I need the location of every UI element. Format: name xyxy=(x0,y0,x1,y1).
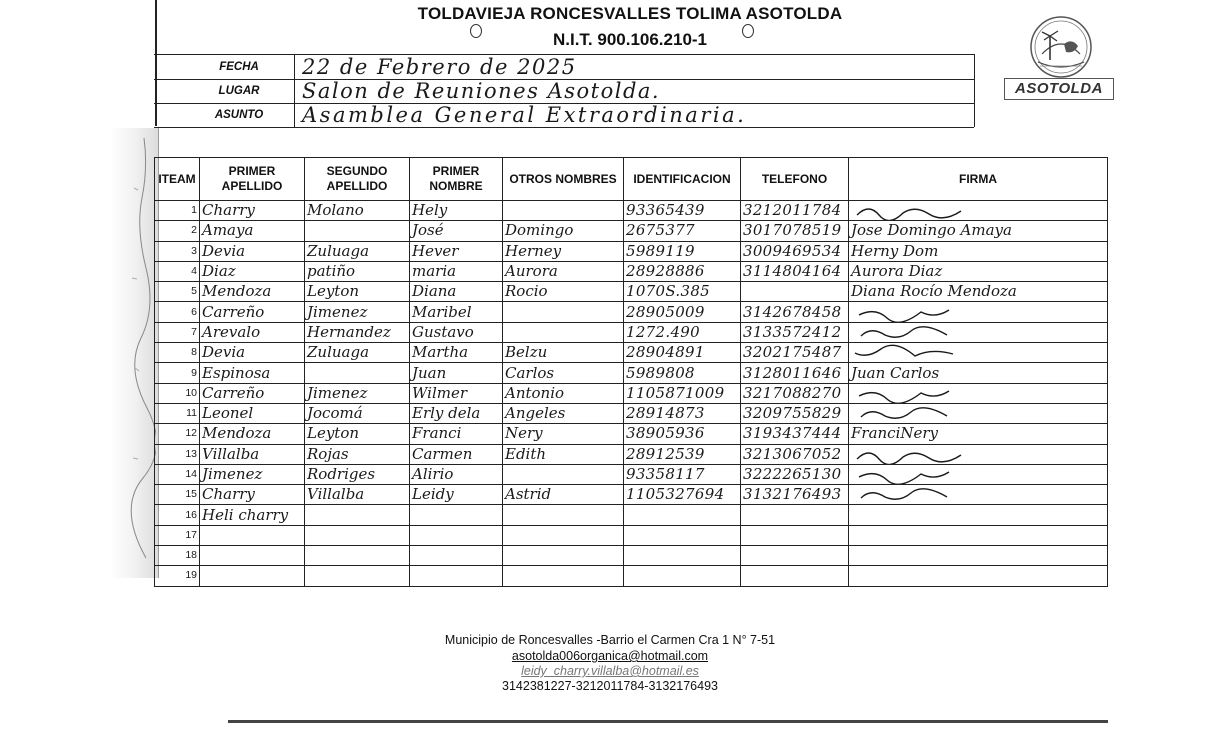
firma-cell: Juan Carlos xyxy=(849,363,1108,383)
otros-nombres-cell: Herney xyxy=(503,241,624,261)
signature-scribble xyxy=(851,201,1001,220)
item-cell: 10 xyxy=(155,383,200,403)
lugar-value: Salon de Reuniones Asotolda. xyxy=(302,79,661,103)
binder-hole xyxy=(470,24,482,38)
telefono-cell: 3217088270 xyxy=(741,383,849,403)
primer-apellido-cell xyxy=(200,566,305,586)
telefono-cell: 3142678458 xyxy=(741,302,849,322)
otros-nombres-cell: Nery xyxy=(503,424,624,444)
segundo-apellido-cell: Jimenez xyxy=(305,383,410,403)
identificacion-cell xyxy=(624,566,741,586)
firma-cell: Aurora Diaz xyxy=(849,261,1108,281)
otros-nombres-cell: Angeles xyxy=(503,403,624,423)
identificacion-cell: 5989119 xyxy=(624,241,741,261)
primer-nombre-cell: Gustavo xyxy=(410,322,503,342)
item-cell: 13 xyxy=(155,444,200,464)
primer-nombre-cell xyxy=(410,546,503,566)
item-cell: 11 xyxy=(155,403,200,423)
firma-cell xyxy=(849,485,1108,505)
item-cell: 1 xyxy=(155,201,200,221)
segundo-apellido-cell: Jocomá xyxy=(305,403,410,423)
firma-cell: Herny Dom xyxy=(849,241,1108,261)
segundo-apellido-cell: Hernandez xyxy=(305,322,410,342)
identificacion-cell: 2675377 xyxy=(624,221,741,241)
signature-scribble xyxy=(851,323,1001,342)
otros-nombres-cell xyxy=(503,201,624,221)
telefono-cell: 3009469534 xyxy=(741,241,849,261)
item-cell: 19 xyxy=(155,566,200,586)
identificacion-cell: 93358117 xyxy=(624,464,741,484)
primer-nombre-cell: Martha xyxy=(410,343,503,363)
item-cell: 8 xyxy=(155,343,200,363)
telefono-cell: 3222265130 xyxy=(741,464,849,484)
info-divider xyxy=(294,55,295,127)
col-header-telefono: TELEFONO xyxy=(741,158,849,201)
segundo-apellido-cell xyxy=(305,221,410,241)
primer-nombre-cell: Hely xyxy=(410,201,503,221)
info-row-asunto xyxy=(154,103,974,128)
col-header-item: ITEAM xyxy=(155,158,200,201)
telefono-cell: 3209755829 xyxy=(741,403,849,423)
primer-nombre-cell: Alirio xyxy=(410,464,503,484)
table-row xyxy=(155,363,1108,383)
firma-cell xyxy=(849,505,1108,525)
primer-apellido-cell: Amaya xyxy=(200,221,305,241)
firma-cell xyxy=(849,566,1108,586)
table-row xyxy=(155,322,1108,342)
primer-nombre-cell: Carmen xyxy=(410,444,503,464)
table-row xyxy=(155,261,1108,281)
primer-apellido-cell: Villalba xyxy=(200,444,305,464)
col-header-identificacion: IDENTIFICACION xyxy=(624,158,741,201)
primer-apellido-cell: Charry xyxy=(200,485,305,505)
header-title: TOLDAVIEJA RONCESVALLES TOLIMA ASOTOLDA xyxy=(417,4,843,23)
info-box xyxy=(154,54,975,127)
segundo-apellido-cell xyxy=(305,566,410,586)
firma-cell xyxy=(849,201,1108,221)
primer-apellido-cell: Mendoza xyxy=(200,424,305,444)
telefono-cell xyxy=(741,505,849,525)
table-row xyxy=(155,566,1108,586)
primer-apellido-cell: Heli charry xyxy=(200,505,305,525)
firma-cell: FranciNery xyxy=(849,424,1108,444)
table-row xyxy=(155,485,1108,505)
segundo-apellido-cell xyxy=(305,363,410,383)
firma-cell xyxy=(849,343,1108,363)
segundo-apellido-cell: Jimenez xyxy=(305,302,410,322)
primer-apellido-cell xyxy=(200,546,305,566)
primer-nombre-cell: Leidy xyxy=(410,485,503,505)
firma-cell xyxy=(849,403,1108,423)
otros-nombres-cell xyxy=(503,546,624,566)
item-cell: 17 xyxy=(155,525,200,545)
item-cell: 18 xyxy=(155,546,200,566)
identificacion-cell: 1105327694 xyxy=(624,485,741,505)
otros-nombres-cell xyxy=(503,322,624,342)
header-nit: N.I.T. 900.106.210-1 xyxy=(552,30,708,49)
binder-hole xyxy=(742,24,754,38)
identificacion-cell: 28905009 xyxy=(624,302,741,322)
primer-apellido-cell: Jimenez xyxy=(200,464,305,484)
col-header-otros-nombres: OTROS NOMBRES xyxy=(503,158,624,201)
telefono-cell: 3114804164 xyxy=(741,261,849,281)
telefono-cell xyxy=(741,546,849,566)
footer-phones: 3142381227-3212011784-3132176493 xyxy=(502,679,718,693)
otros-nombres-cell: Rocio xyxy=(503,282,624,302)
otros-nombres-cell: Astrid xyxy=(503,485,624,505)
firma-cell: Diana Rocío Mendoza xyxy=(849,282,1108,302)
primer-nombre-cell: Juan xyxy=(410,363,503,383)
footer-email-1[interactable]: asotolda006organica@hotmail.com xyxy=(511,649,709,663)
otros-nombres-cell: Edith xyxy=(503,444,624,464)
otros-nombres-cell: Antonio xyxy=(503,383,624,403)
firma-cell: Jose Domingo Amaya xyxy=(849,221,1108,241)
item-cell: 7 xyxy=(155,322,200,342)
segundo-apellido-cell: Rodriges xyxy=(305,464,410,484)
table-header-row xyxy=(155,158,1108,201)
primer-nombre-cell xyxy=(410,566,503,586)
otros-nombres-cell xyxy=(503,525,624,545)
otros-nombres-cell: Carlos xyxy=(503,363,624,383)
primer-nombre-cell: Maribel xyxy=(410,302,503,322)
footer-email-2[interactable]: leidy_charry.villalba@hotmail.es xyxy=(521,664,699,678)
identificacion-cell xyxy=(624,546,741,566)
primer-nombre-cell: Hever xyxy=(410,241,503,261)
identificacion-cell: 5989808 xyxy=(624,363,741,383)
segundo-apellido-cell xyxy=(305,505,410,525)
logo-label: ASOTOLDA xyxy=(1004,78,1114,100)
item-cell: 4 xyxy=(155,261,200,281)
primer-nombre-cell xyxy=(410,525,503,545)
primer-nombre-cell: José xyxy=(410,221,503,241)
otros-nombres-cell: Domingo xyxy=(503,221,624,241)
attendance-table xyxy=(154,157,1108,587)
signature-scribble xyxy=(851,404,1001,423)
segundo-apellido-cell: Leyton xyxy=(305,424,410,444)
segundo-apellido-cell: Molano xyxy=(305,201,410,221)
table-row xyxy=(155,282,1108,302)
table-row xyxy=(155,464,1108,484)
identificacion-cell: 93365439 xyxy=(624,201,741,221)
identificacion-cell: 1105871009 xyxy=(624,383,741,403)
segundo-apellido-cell xyxy=(305,525,410,545)
item-cell: 3 xyxy=(155,241,200,261)
table-row xyxy=(155,546,1108,566)
identificacion-cell: 1272.490 xyxy=(624,322,741,342)
signature-scribble xyxy=(851,384,1001,403)
otros-nombres-cell xyxy=(503,566,624,586)
primer-apellido-cell: Carreño xyxy=(200,383,305,403)
telefono-cell: 3212011784 xyxy=(741,201,849,221)
primer-nombre-cell: Franci xyxy=(410,424,503,444)
otros-nombres-cell xyxy=(503,302,624,322)
item-cell: 2 xyxy=(155,221,200,241)
telefono-cell: 3213067052 xyxy=(741,444,849,464)
firma-cell xyxy=(849,464,1108,484)
col-header-segundo-apellido: SEGUNDO APELLIDO xyxy=(305,158,410,201)
primer-nombre-cell xyxy=(410,505,503,525)
item-cell: 9 xyxy=(155,363,200,383)
primer-apellido-cell: Devia xyxy=(200,241,305,261)
signature-scribble xyxy=(851,485,1001,504)
telefono-cell: 3193437444 xyxy=(741,424,849,444)
table-row xyxy=(155,221,1108,241)
table-row xyxy=(155,505,1108,525)
identificacion-cell: 28904891 xyxy=(624,343,741,363)
identificacion-cell xyxy=(624,525,741,545)
primer-nombre-cell: Diana xyxy=(410,282,503,302)
item-cell: 12 xyxy=(155,424,200,444)
table-row xyxy=(155,525,1108,545)
info-row-lugar xyxy=(154,79,974,104)
identificacion-cell: 28928886 xyxy=(624,261,741,281)
identificacion-cell: 38905936 xyxy=(624,424,741,444)
telefono-cell xyxy=(741,525,849,545)
firma-cell xyxy=(849,444,1108,464)
col-header-firma: FIRMA xyxy=(849,158,1108,201)
asunto-value: Asamblea General Extraordinaria. xyxy=(302,103,747,127)
primer-nombre-cell: Erly dela xyxy=(410,403,503,423)
primer-apellido-cell: Mendoza xyxy=(200,282,305,302)
telefono-cell: 3132176493 xyxy=(741,485,849,505)
item-cell: 14 xyxy=(155,464,200,484)
identificacion-cell: 1070S.385 xyxy=(624,282,741,302)
item-cell: 15 xyxy=(155,485,200,505)
firma-cell xyxy=(849,383,1108,403)
primer-apellido-cell: Carreño xyxy=(200,302,305,322)
footer-address: Municipio de Roncesvalles -Barrio el Carmen Cra 1 N° 7-51 xyxy=(444,633,776,647)
signature-scribble xyxy=(851,445,1001,464)
table-row xyxy=(155,383,1108,403)
lugar-label: LUGAR xyxy=(218,85,260,97)
segundo-apellido-cell xyxy=(305,546,410,566)
bottom-rule xyxy=(228,720,1108,723)
primer-apellido-cell: Devia xyxy=(200,343,305,363)
telefono-cell xyxy=(741,566,849,586)
otros-nombres-cell xyxy=(503,505,624,525)
info-row-fecha xyxy=(154,55,974,80)
telefono-cell: 3133572412 xyxy=(741,322,849,342)
scan-edge-marks xyxy=(126,128,156,578)
identificacion-cell: 28914873 xyxy=(624,403,741,423)
segundo-apellido-cell: Zuluaga xyxy=(305,241,410,261)
primer-apellido-cell: Arevalo xyxy=(200,322,305,342)
otros-nombres-cell xyxy=(503,464,624,484)
asunto-label: ASUNTO xyxy=(214,109,264,121)
table-row xyxy=(155,241,1108,261)
fecha-label: FECHA xyxy=(219,61,259,73)
signature-scribble xyxy=(851,343,1001,362)
segundo-apellido-cell: Zuluaga xyxy=(305,343,410,363)
firma-cell xyxy=(849,546,1108,566)
primer-apellido-cell: Espinosa xyxy=(200,363,305,383)
col-header-primer-apellido: PRIMER APELLIDO xyxy=(200,158,305,201)
identificacion-cell xyxy=(624,505,741,525)
segundo-apellido-cell: Leyton xyxy=(305,282,410,302)
otros-nombres-cell: Belzu xyxy=(503,343,624,363)
fecha-value: 22 de Febrero de 2025 xyxy=(302,55,577,79)
table-row xyxy=(155,302,1108,322)
primer-apellido-cell: Diaz xyxy=(200,261,305,281)
item-cell: 6 xyxy=(155,302,200,322)
telefono-cell: 3202175487 xyxy=(741,343,849,363)
signature-scribble xyxy=(851,465,1001,484)
asotolda-logo xyxy=(1020,14,1102,80)
table-row xyxy=(155,343,1108,363)
identificacion-cell: 28912539 xyxy=(624,444,741,464)
segundo-apellido-cell: patiño xyxy=(305,261,410,281)
item-cell: 16 xyxy=(155,505,200,525)
primer-apellido-cell: Leonel xyxy=(200,403,305,423)
segundo-apellido-cell: Villalba xyxy=(305,485,410,505)
table-row xyxy=(155,424,1108,444)
telefono-cell xyxy=(741,282,849,302)
primer-nombre-cell: Wilmer xyxy=(410,383,503,403)
firma-cell xyxy=(849,302,1108,322)
firma-cell xyxy=(849,525,1108,545)
primer-apellido-cell xyxy=(200,525,305,545)
firma-cell xyxy=(849,322,1108,342)
telefono-cell: 3128011646 xyxy=(741,363,849,383)
item-cell: 5 xyxy=(155,282,200,302)
table-row xyxy=(155,403,1108,423)
col-header-primer-nombre: PRIMER NOMBRE xyxy=(410,158,503,201)
primer-apellido-cell: Charry xyxy=(200,201,305,221)
telefono-cell: 3017078519 xyxy=(741,221,849,241)
table-row xyxy=(155,444,1108,464)
otros-nombres-cell: Aurora xyxy=(503,261,624,281)
primer-nombre-cell: maria xyxy=(410,261,503,281)
table-row xyxy=(155,201,1108,221)
signature-scribble xyxy=(851,303,1001,322)
segundo-apellido-cell: Rojas xyxy=(305,444,410,464)
